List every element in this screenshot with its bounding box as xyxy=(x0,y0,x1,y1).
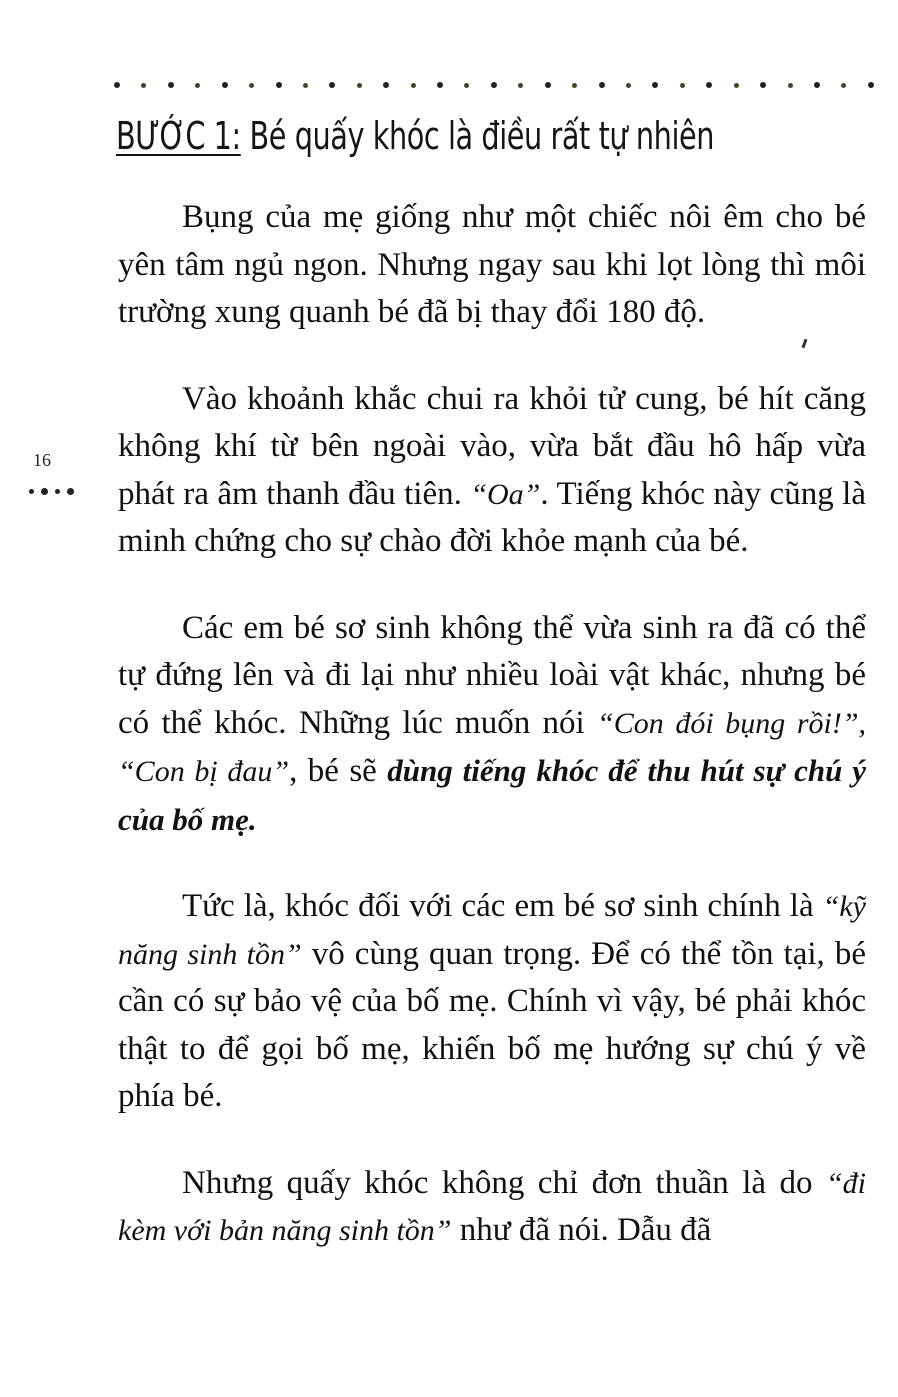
paragraph xyxy=(118,194,866,337)
italic-quote: “Con đói bụng rồi!”, “Con bị đau” xyxy=(118,706,866,788)
text-segment: Tức là, khóc đối với các em bé sơ sinh chính là xyxy=(182,888,823,924)
page-number: 16 xyxy=(33,450,51,470)
paragraph xyxy=(118,376,866,566)
page-number-dots xyxy=(29,488,74,495)
body-text xyxy=(118,194,866,1294)
paragraph xyxy=(118,605,866,845)
italic-quote: “kỹ năng sinh tồn” xyxy=(118,890,866,971)
decorative-dot-border xyxy=(114,78,874,92)
text-segment: Nhưng quấy khóc không chỉ đơn thuần là do xyxy=(182,1164,826,1201)
text-segment: vô cùng quan trọng. Để có thể tồn tại, bé cần có sự bảo vệ của bố mẹ. Chính vì vậy, bé phải khóc thật to để gọi bố mẹ, khiến bố mẹ hướng sự chú ý về phía bé. xyxy=(118,935,867,1114)
text-segment: Các em bé sơ sinh không thể vừa sinh ra đã có thể tự đứng lên và đi lại như nhiều loài vật khác, nhưng bé có thể khóc. Những lúc muốn nói xyxy=(118,609,866,741)
emphasis-text: dùng tiếng khóc để thu hút sự chú ý của bố mẹ. xyxy=(118,753,866,837)
text-segment: Vào khoảnh khắc chui ra khỏi tử cung, bé hít căng không khí từ bên ngoài vào, vừa bắt đầu hô hấp vừa phát ra âm thanh đầu tiên. xyxy=(118,380,866,512)
text-segment: như đã nói. Dẫu đã xyxy=(451,1212,712,1248)
italic-quote: “đi kèm với bản năng sinh tồn” xyxy=(118,1166,866,1247)
text-segment: Bụng của mẹ giống như một chiếc nôi êm cho bé yên tâm ngủ ngon. Nhưng ngay sau khi lọt lòng thì môi trường xung quanh bé đã bị thay đổi 180 độ. xyxy=(118,199,866,330)
text-segment: . Tiếng khóc này cũng là minh chứng cho sự chào đời khỏe mạnh của bé. xyxy=(118,475,866,559)
section-title: Bé quấy khóc là điều rất tự nhiên xyxy=(249,114,715,158)
text-segment: , bé sẽ xyxy=(289,753,388,789)
paragraph xyxy=(118,883,866,1121)
section-heading xyxy=(116,114,738,158)
italic-quote: “Oa” xyxy=(470,477,541,511)
paragraph xyxy=(118,1160,866,1255)
step-label: BƯỚC 1: xyxy=(116,114,241,158)
